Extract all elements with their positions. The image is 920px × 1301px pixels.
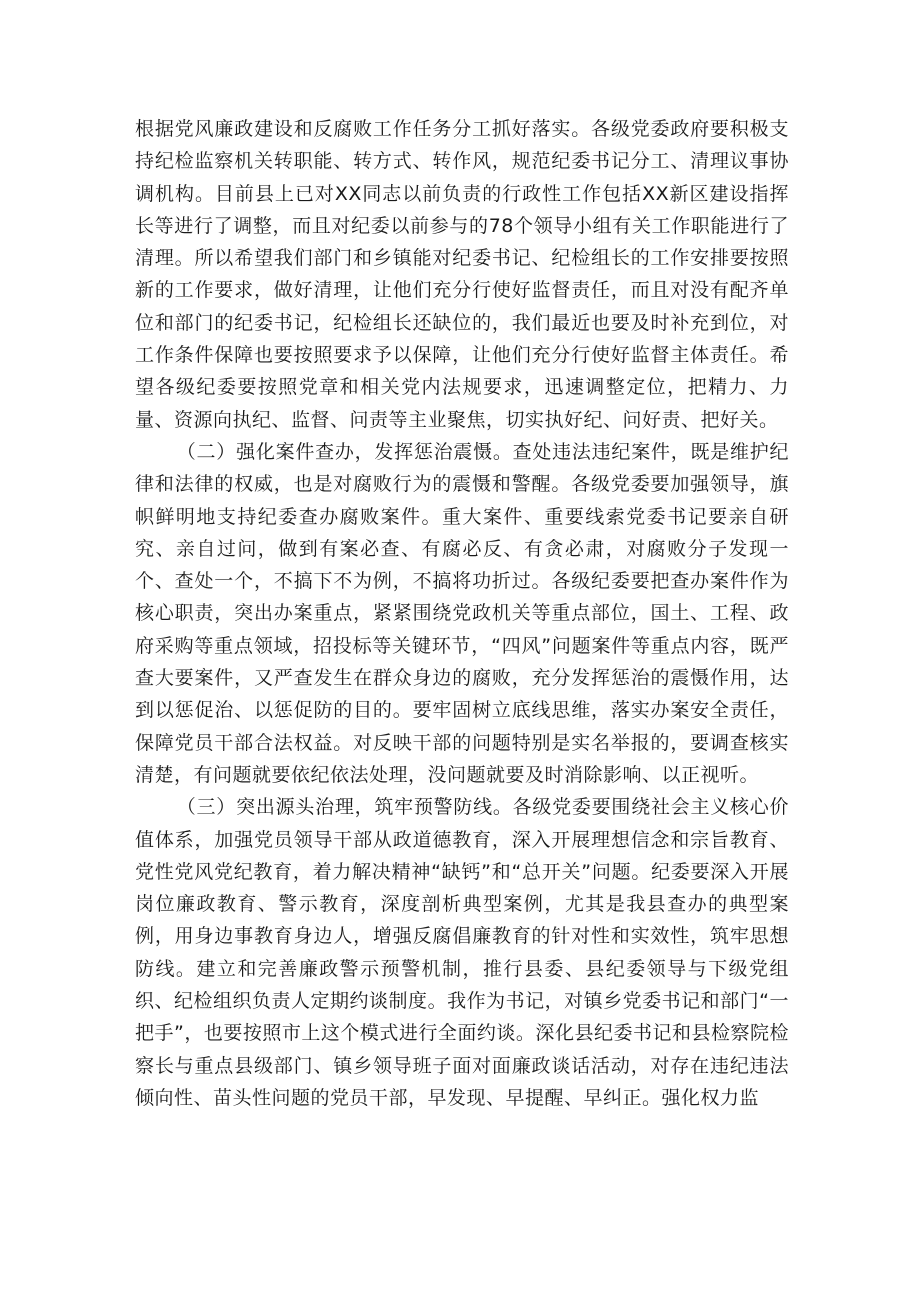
paragraph-continuation: 根据党风廉政建设和反腐败工作任务分工抓好落实。各级党委政府要积极支持纪检监察机关转职能、转方式、转作风，规范纪委书记分工、清理议事协调机构。目前县上已对XX同志以前负责的行政性工作包括XX新区建设指挥长等进行了调整，而且对纪委以前参与的78个领导小组有关工作职能进行了清理。所以希望我们部门和乡镇能对纪委书记、纪检组长的工作安排要按照新的工作要求，做好清理，让他们充分行使好监督责任，而且对没有配齐单位和部门的纪委书记，纪检组长还缺位的，我们最近也要及时补充到位，对工作条件保障也要按照要求予以保障，让他们充分行使好监督主体责任。希望各级纪委要按照党章和相关党内法规要求，迅速调整定位，把精力、力量、资源向执纪、监督、问责等主业聚焦，切实执好纪、问好责、把好关。	[135, 118, 789, 431]
document-body	[135, 113, 789, 1114]
paragraph-section-2: （二）强化案件查办，发挥惩治震慑。查处违法违纪案件，既是维护纪律和法律的权威，也是对腐败行为的震慑和警醒。各级党委要加强领导，旗帜鲜明地支持纪委查办腐败案件。重大案件、重要线索党委书记要亲自研究、亲自过问，做到有案必查、有腐必反、有贪必肃，对腐败分子发现一个、查处一个，不搞下不为例，不搞将功折过。各级纪委要把查办案件作为核心职责，突出办案重点，紧紧围绕党政机关等重点部位，国土、工程、政府采购等重点领域，招投标等关键环节，“四风”问题案件等重点内容，既严查大要案件，又严查发生在群众身边的腐败，充分发挥惩治的震慑作用，达到以惩促治、以惩促防的目的。要牢固树立底线思维，落实办案安全责任，保障党员干部合法权益。对反映干部的问题特别是实名举报的，要调查核实清楚，有问题就要依纪依法处理，没问题就要及时消除影响、以正视听。	[135, 440, 789, 786]
paragraph-section-3: （三）突出源头治理，筑牢预警防线。各级党委要围绕社会主义核心价值体系，加强党员领导干部从政道德教育，深入开展理想信念和宗旨教育、党性党风党纪教育，着力解决精神“缺钙”和“总开关”问题。纪委要深入开展岗位廉政教育、警示教育，深度剖析典型案例，尤其是我县查办的典型案例，用身边事教育身边人，增强反腐倡廉教育的针对性和实效性，筑牢思想防线。建立和完善廉政警示预警机制，推行县委、县纪委领导与下级党组织、纪检组织负责人定期约谈制度。我作为书记，对镇乡党委书记和部门“一把手”，也要按照市上这个模式进行全面约谈。深化县纪委书记和县检察院检察长与重点县级部门、镇乡领导班子面对面廉政谈话活动，对存在违纪违法倾向性、苗头性问题的党员干部，早发现、早提醒、早纠正。强化权力监	[135, 796, 789, 1109]
